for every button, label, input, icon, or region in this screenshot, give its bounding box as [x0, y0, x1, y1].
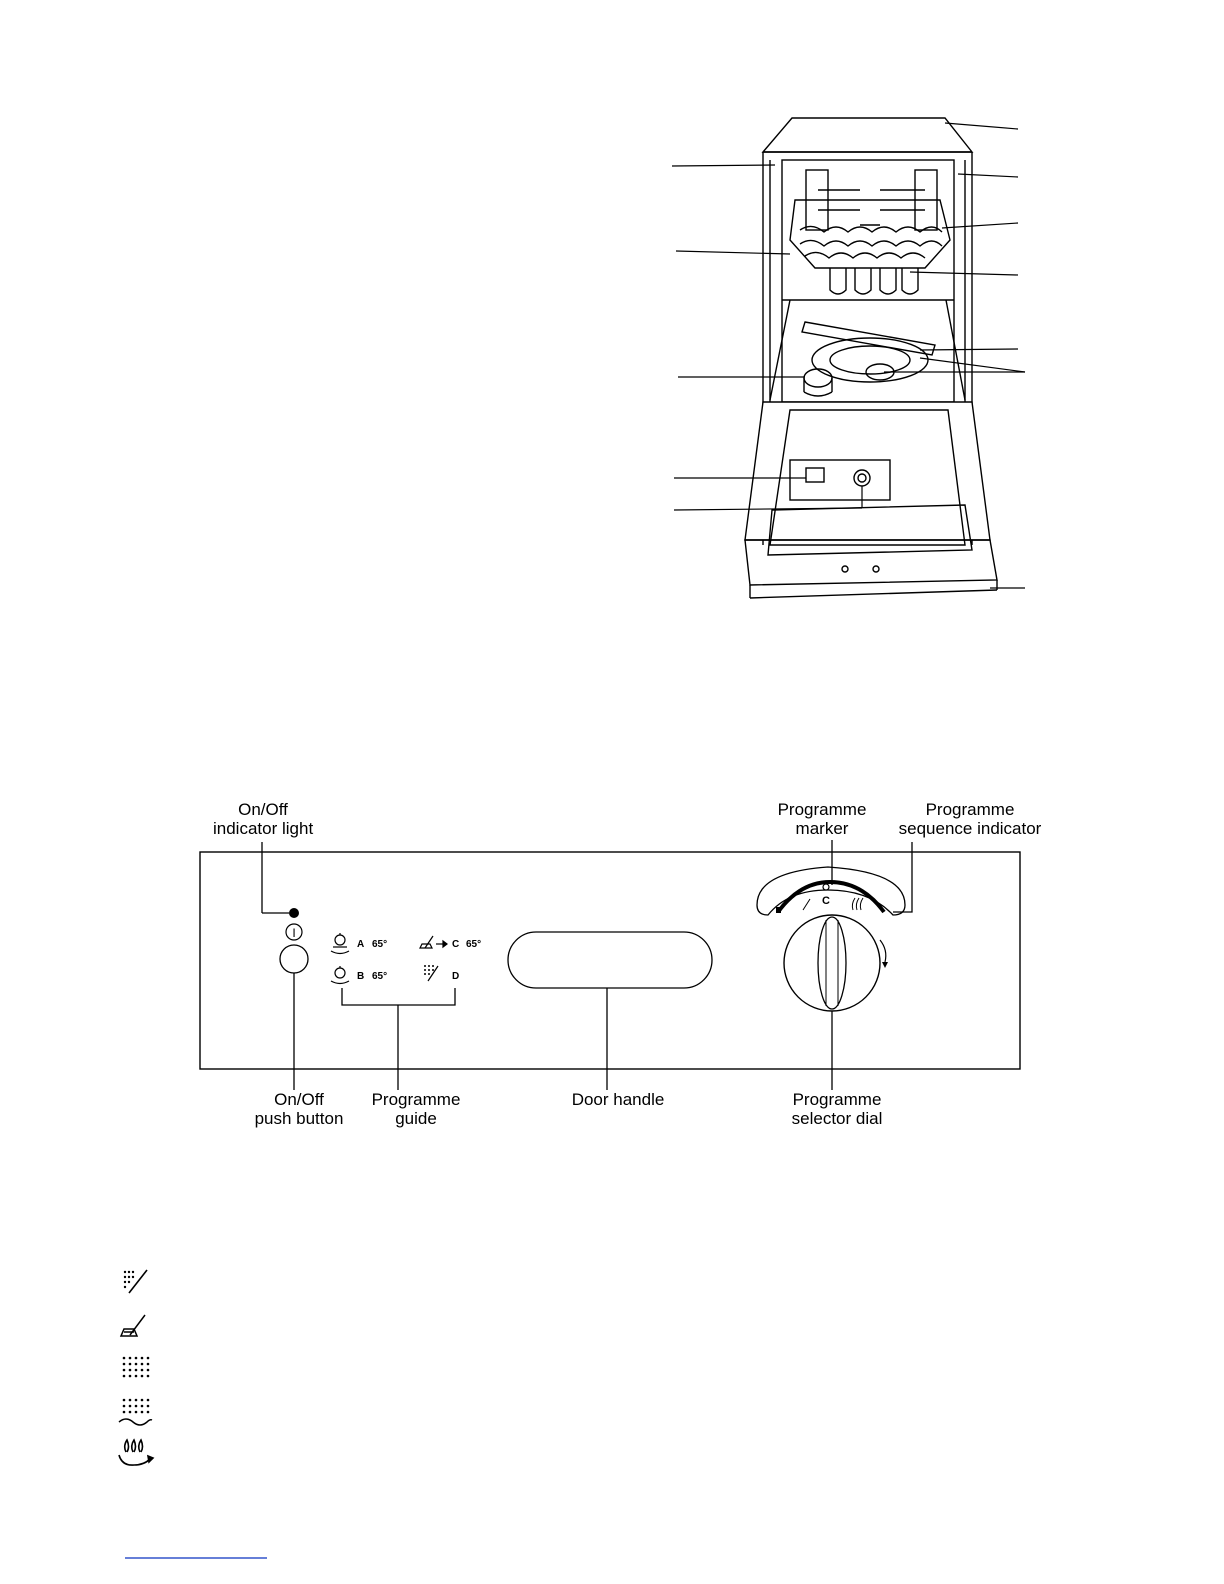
programme-marker	[823, 884, 829, 890]
programme-a-temp: 65°	[372, 939, 388, 950]
programme-sequence-indicator-label: Programme sequence indicator	[898, 800, 1042, 838]
legend-rinse-hold-icon	[124, 1270, 147, 1293]
programme-a-letter: A	[357, 939, 365, 950]
legend-main-wash-icon	[123, 1357, 150, 1378]
programme-selector-dial[interactable]	[784, 915, 880, 1011]
programme-d-letter: D	[452, 971, 460, 982]
pots-pans-icon	[331, 933, 349, 954]
dial-rotation-arrow-icon	[880, 940, 886, 962]
door-handle[interactable]	[508, 932, 712, 988]
legend-brush-wash-icon	[121, 1315, 145, 1336]
programme-c-letter: C	[452, 939, 460, 950]
onoff-indicator-light	[289, 908, 299, 918]
onoff-push-button[interactable]	[280, 945, 308, 973]
control-panel-frame	[200, 852, 1020, 1069]
programme-c-temp: 65°	[466, 939, 482, 950]
programme-sequence-indicator	[757, 867, 905, 915]
legend-dry-icon	[119, 1440, 153, 1465]
programme-marker-label: Programme marker	[777, 800, 867, 838]
onoff-indicator-light-label: On/Off indicator light	[213, 800, 314, 838]
programme-b-temp: 65°	[372, 971, 388, 982]
brush-wash-icon	[420, 936, 447, 948]
svg-text:I: I	[292, 926, 296, 940]
programme-selector-dial-label: Programme selector dial	[791, 1090, 883, 1128]
svg-text:C: C	[822, 895, 830, 907]
programme-b-letter: B	[357, 971, 365, 982]
normal-wash-icon	[331, 966, 349, 984]
door-handle-label: Door handle	[571, 1090, 665, 1109]
onoff-push-button-label: On/Off push button	[254, 1090, 344, 1128]
legend-rinse-icon	[119, 1399, 152, 1425]
programme-guide-label: Programme guide	[371, 1090, 461, 1128]
rinse-hold-icon	[424, 965, 438, 981]
